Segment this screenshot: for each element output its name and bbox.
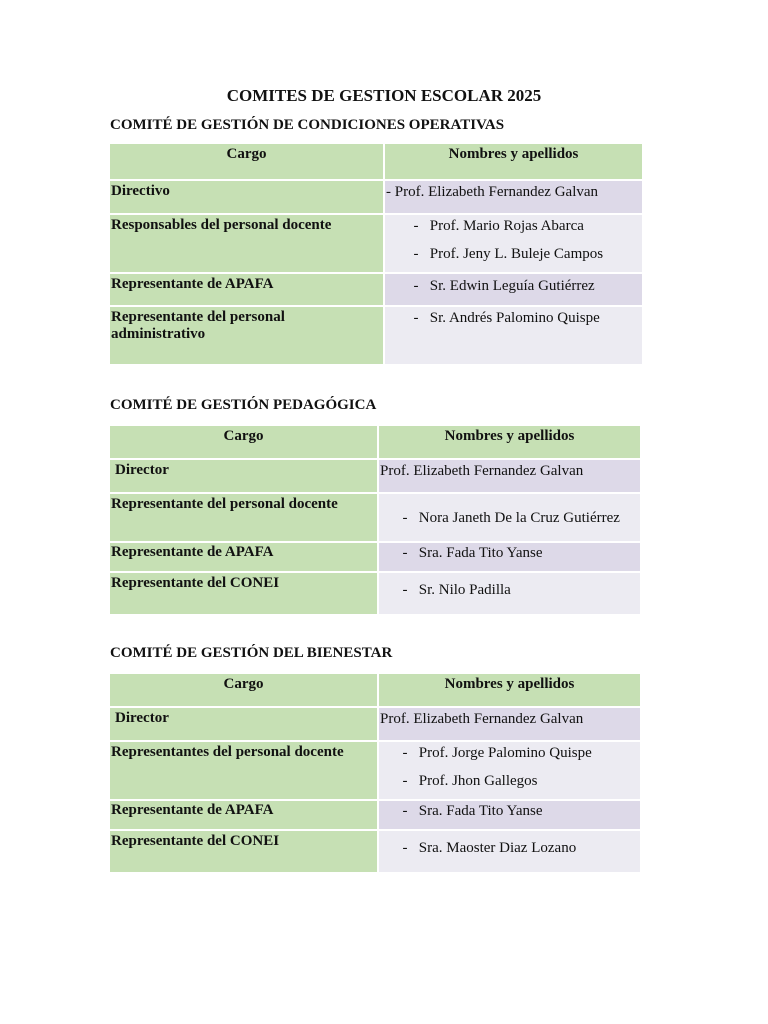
cargo-cell: Representante del CONEI — [110, 831, 377, 872]
cargo-cell: Director — [110, 708, 377, 740]
section-title-pedagogica: COMITÉ DE GESTIÓN PEDAGÓGICA — [110, 397, 377, 413]
nombre-entry: Sr. Edwin Leguía Gutiérrez — [429, 278, 595, 294]
dash-bullet: - — [402, 840, 408, 856]
dash-bullet: - — [402, 773, 408, 789]
cargo-cell: Representante de APAFA — [110, 801, 377, 829]
table-condiciones-operativas — [108, 142, 644, 366]
nombre-entry: Prof. Jhon Gallegos — [418, 773, 538, 789]
nombre-entry: Sra. Fada Tito Yanse — [418, 545, 543, 561]
table-bienestar — [108, 672, 642, 874]
nombre-entry: Prof. Mario Rojas Abarca — [429, 218, 584, 234]
nombre-cell — [379, 460, 640, 492]
table-row — [110, 742, 640, 799]
cargo-cell: Directivo — [110, 181, 383, 213]
nombre-cell — [379, 494, 640, 541]
nombre-entry: Sr. Andrés Palomino Quispe — [429, 310, 600, 326]
cargo-cell: Representante del CONEI — [110, 573, 377, 614]
nombre-entry: Prof. Elizabeth Fernandez Galvan — [380, 711, 584, 727]
cargo-cell: Representante de APAFA — [110, 274, 383, 305]
header-cargo: Cargo — [110, 426, 377, 458]
table-row — [110, 215, 642, 272]
dash-bullet: - — [402, 803, 408, 819]
nombre-cell — [385, 215, 642, 272]
dash-bullet: - — [402, 545, 408, 561]
table-row — [110, 460, 640, 492]
header-nombres: Nombres y apellidos — [379, 426, 640, 458]
cargo-cell: Representante de APAFA — [110, 543, 377, 571]
header-cargo: Cargo — [110, 674, 377, 706]
table-row — [110, 274, 642, 305]
nombre-cell — [379, 742, 640, 799]
dash-bullet: - — [402, 582, 408, 598]
nombre-entry: Prof. Jeny L. Buleje Campos — [429, 246, 604, 262]
nombre-cell — [379, 708, 640, 740]
dash-bullet: - — [413, 310, 419, 326]
section-title-bienestar: COMITÉ DE GESTIÓN DEL BIENESTAR — [110, 645, 393, 661]
nombre-entry: Sra. Maoster Diaz Lozano — [418, 840, 577, 856]
document-title: COMITES DE GESTION ESCOLAR 2025 — [226, 86, 542, 105]
nombre-cell — [385, 274, 642, 305]
nombre-cell — [385, 181, 642, 213]
cargo-cell: Representante del personal administrativo — [110, 307, 383, 364]
table-row — [110, 543, 640, 571]
dash-bullet: - — [413, 278, 419, 294]
nombre-entry: Sr. Nilo Padilla — [418, 582, 511, 598]
nombre-entry: Prof. Jorge Palomino Quispe — [418, 745, 592, 761]
nombre-entry: Nora Janeth De la Cruz Gutiérrez — [418, 510, 620, 526]
table-row — [110, 494, 640, 541]
cargo-cell: Responsables del personal docente — [110, 215, 383, 272]
cargo-cell: Director — [110, 460, 377, 492]
table-row — [110, 801, 640, 829]
nombre-entry: Prof. Elizabeth Fernandez Galvan — [380, 463, 584, 479]
cargo-cell: Representantes del personal docente — [110, 742, 377, 799]
nombre-cell — [379, 573, 640, 614]
dash-bullet: - — [402, 745, 408, 761]
header-nombres: Nombres y apellidos — [385, 144, 642, 179]
nombre-entry: Sra. Fada Tito Yanse — [418, 803, 543, 819]
header-nombres: Nombres y apellidos — [379, 674, 640, 706]
dash-bullet: - — [402, 510, 408, 526]
nombre-cell — [379, 831, 640, 872]
table-row — [110, 831, 640, 872]
section-title-condiciones-operativas: COMITÉ DE GESTIÓN DE CONDICIONES OPERATIVAS — [110, 117, 505, 133]
nombre-cell — [385, 307, 642, 364]
nombre-cell — [379, 801, 640, 829]
table-row — [110, 181, 642, 213]
cargo-cell: Representante del personal docente — [110, 494, 377, 541]
header-cargo: Cargo — [110, 144, 383, 179]
nombre-cell — [379, 543, 640, 571]
nombre-entry: - Prof. Elizabeth Fernandez Galvan — [386, 184, 599, 200]
dash-bullet: - — [413, 246, 419, 262]
table-pedagogica — [108, 424, 642, 616]
dash-bullet: - — [413, 218, 419, 234]
table-row — [110, 307, 642, 364]
table-row — [110, 708, 640, 740]
table-row — [110, 573, 640, 614]
